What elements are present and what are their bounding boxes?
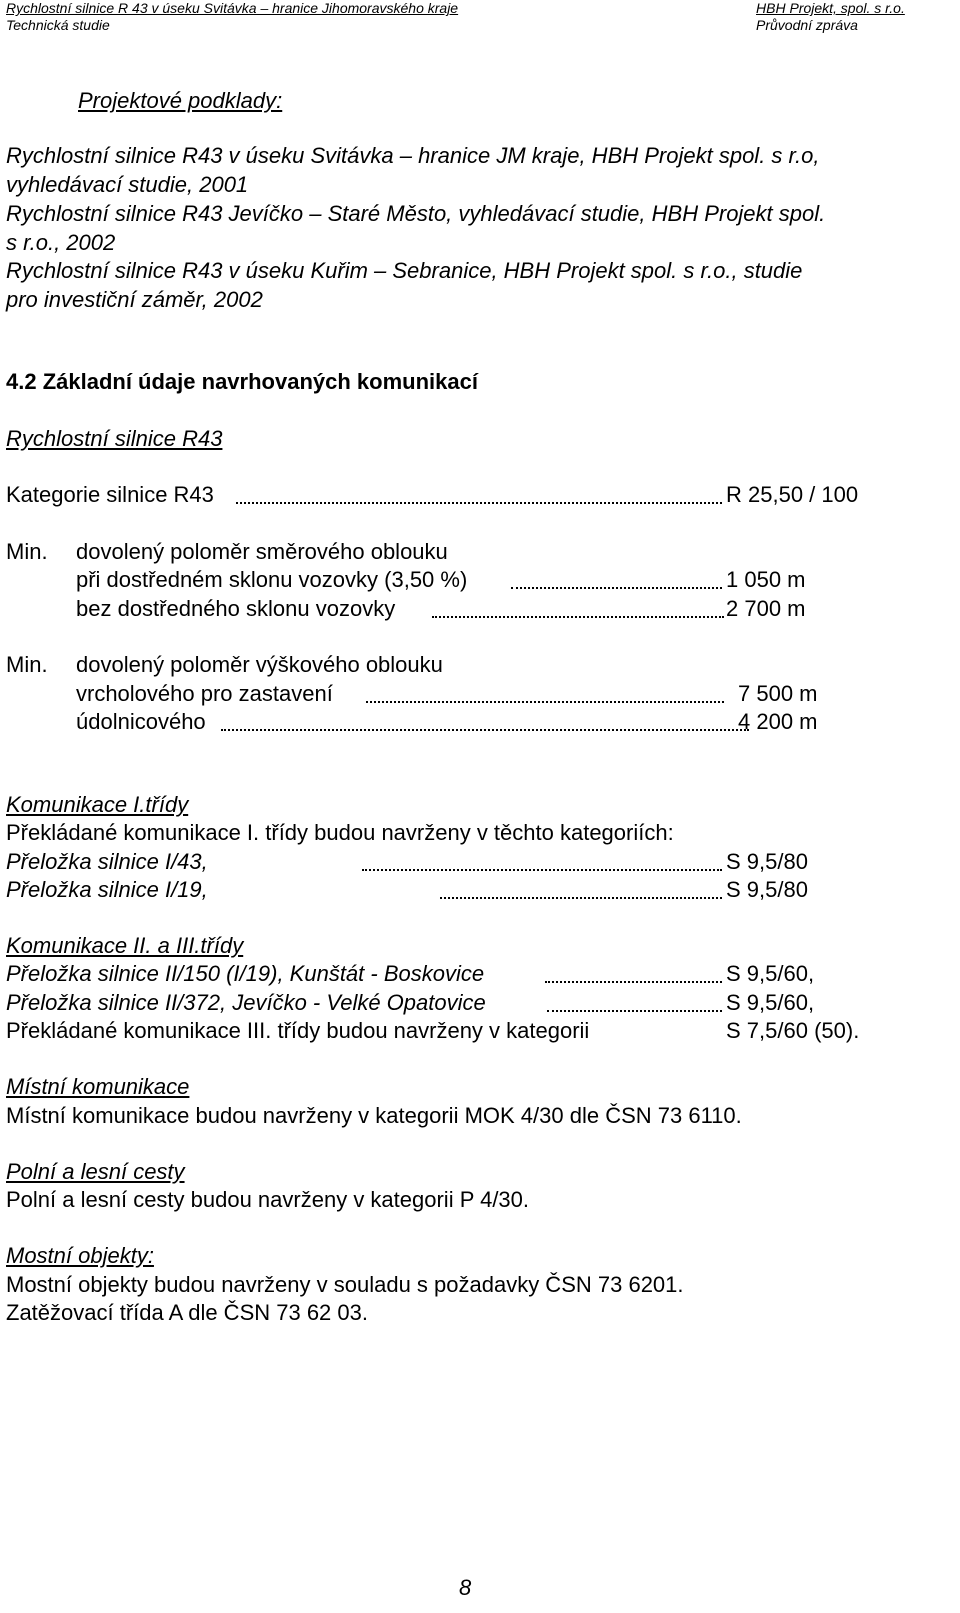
header-document-type: Technická studie bbox=[6, 17, 110, 33]
kom1-row-label: Přeložka silnice I/43, bbox=[6, 849, 208, 874]
podklady-line: Rychlostní silnice R43 v úseku Svitávka – hranice JM kraje, HBH Projekt spol. s r.o, bbox=[6, 143, 820, 168]
leader-dots bbox=[545, 981, 722, 983]
leader-dots bbox=[511, 587, 722, 589]
vyskovy-row-label: vrcholového pro zastavení bbox=[76, 681, 333, 706]
section-heading: 4.2 Základní údaje navrhovaných komunikací bbox=[6, 369, 478, 394]
min-label: Min. bbox=[6, 652, 48, 677]
leader-dots bbox=[362, 869, 722, 871]
smerovy-row-label: bez dostředného sklonu vozovky bbox=[76, 596, 396, 621]
kom23-row-value: S 9,5/60, bbox=[726, 990, 815, 1015]
smerovy-row-value: 1 050 m bbox=[726, 567, 806, 592]
kom23-row-label: Překládané komunikace III. třídy budou navrženy v kategorii bbox=[6, 1018, 590, 1043]
leader-dots bbox=[440, 897, 722, 899]
header-company: HBH Projekt, spol. s r.o. bbox=[756, 0, 905, 16]
mistni-text: Místní komunikace budou navrženy v kategorii MOK 4/30 dle ČSN 73 6110. bbox=[6, 1103, 742, 1128]
kom23-row-value: S 9,5/60, bbox=[726, 961, 815, 986]
mistni-heading: Místní komunikace bbox=[6, 1074, 190, 1099]
leader-dots bbox=[236, 502, 722, 504]
header-document-title: Rychlostní silnice R 43 v úseku Svitávka – hranice Jihomoravského kraje bbox=[6, 0, 459, 16]
kategorie-value: R 25,50 / 100 bbox=[726, 482, 859, 507]
r43-heading: Rychlostní silnice R43 bbox=[6, 426, 223, 451]
kom1-row-label: Přeložka silnice I/19, bbox=[6, 877, 208, 902]
kom1-intro: Překládané komunikace I. třídy budou navrženy v těchto kategoriích: bbox=[6, 820, 674, 845]
kom1-row-value: S 9,5/80 bbox=[726, 877, 808, 902]
podklady-line: Rychlostní silnice R43 v úseku Kuřim – Sebranice, HBH Projekt spol. s r.o., studie bbox=[6, 258, 803, 283]
smerovy-row-label: při dostředném sklonu vozovky (3,50 %) bbox=[76, 567, 468, 592]
podklady-line: pro investiční záměr, 2002 bbox=[6, 287, 263, 312]
kom1-row-value: S 9,5/80 bbox=[726, 849, 808, 874]
kom23-heading: Komunikace II. a III.třídy bbox=[6, 933, 244, 958]
kategorie-label: Kategorie silnice R43 bbox=[6, 482, 214, 507]
polni-heading: Polní a lesní cesty bbox=[6, 1159, 185, 1184]
leader-dots bbox=[221, 729, 749, 731]
kom1-heading: Komunikace I.třídy bbox=[6, 792, 189, 817]
kom23-row-label: Přeložka silnice II/150 (I/19), Kunštát - Boskovice bbox=[6, 961, 485, 986]
mostni-text: Mostní objekty budou navrženy v souladu s požadavky ČSN 73 6201. bbox=[6, 1272, 684, 1297]
mostni-heading: Mostní objekty: bbox=[6, 1243, 154, 1268]
podklady-line: s r.o., 2002 bbox=[6, 230, 116, 255]
smerovy-title: dovolený poloměr směrového oblouku bbox=[76, 539, 448, 564]
podklady-heading: Projektové podklady: bbox=[78, 88, 283, 113]
min-label: Min. bbox=[6, 539, 48, 564]
vyskovy-row-value: 4 200 m bbox=[738, 709, 818, 734]
leader-dots bbox=[432, 616, 724, 618]
page-number: 8 bbox=[459, 1575, 472, 1600]
smerovy-row-value: 2 700 m bbox=[726, 596, 806, 621]
header-report-type: Průvodní zpráva bbox=[756, 17, 858, 33]
leader-dots bbox=[547, 1010, 722, 1012]
vyskovy-row-value: 7 500 m bbox=[738, 681, 818, 706]
podklady-line: vyhledávací studie, 2001 bbox=[6, 172, 249, 197]
vyskovy-row-label: údolnicového bbox=[76, 709, 206, 734]
leader-dots bbox=[366, 701, 724, 703]
polni-text: Polní a lesní cesty budou navrženy v kategorii P 4/30. bbox=[6, 1187, 530, 1212]
podklady-line: Rychlostní silnice R43 Jevíčko – Staré Město, vyhledávací studie, HBH Projekt spol. bbox=[6, 201, 826, 226]
kom23-row-label: Přeložka silnice II/372, Jevíčko - Velké Opatovice bbox=[6, 990, 486, 1015]
vyskovy-title: dovolený poloměr výškového oblouku bbox=[76, 652, 443, 677]
kom23-row-value: S 7,5/60 (50). bbox=[726, 1018, 860, 1043]
mostni-text: Zatěžovací třída A dle ČSN 73 62 03. bbox=[6, 1300, 368, 1325]
